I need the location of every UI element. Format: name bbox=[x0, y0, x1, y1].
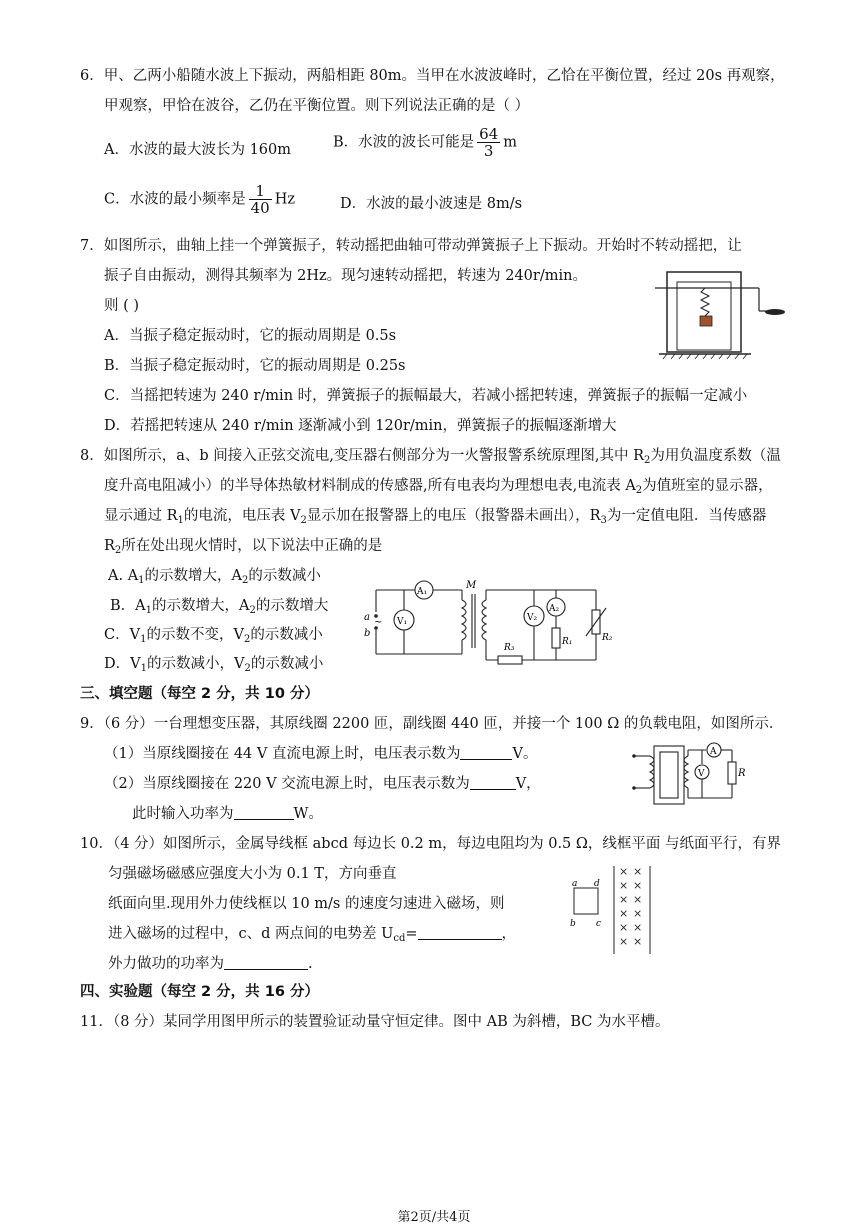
q7-option-c: C．当摇把转速为 240 r/min 时，弹簧振子的振幅最大，若减小摇把转速，弹簧振子的振幅一定减小 bbox=[104, 388, 748, 404]
q8-a-4: 的示数减小 bbox=[248, 568, 321, 584]
q8-l3e: 显示加在报警器上的电压（报警器未画出），R bbox=[306, 508, 601, 524]
q10-field-cross: × bbox=[633, 907, 643, 920]
q7-option-b: B．当振子稳定振动时，它的振动周期是 0.25s bbox=[104, 358, 406, 374]
q6-option-b-unit: m bbox=[503, 134, 517, 151]
q8-b-1: 1 bbox=[145, 605, 153, 616]
q11-stem: 11．（8 分）某同学用图甲所示的装置验证动量守恒定律。图中 AB 为斜槽，BC 为水平槽。 bbox=[80, 1014, 670, 1030]
q8-l3b: 1 bbox=[177, 515, 184, 526]
q8-d-0: D．V bbox=[104, 656, 141, 672]
q8-fig-a1: A₁ bbox=[417, 587, 428, 597]
q8-stem-line1 bbox=[80, 446, 781, 471]
q8-fig-v2: V₂ bbox=[527, 613, 538, 623]
q8-l3g: 为一定值电阻．当传感器 bbox=[606, 508, 767, 524]
q6-option-c bbox=[104, 183, 295, 216]
q9-answer-blank-2[interactable] bbox=[470, 775, 516, 790]
q8-l1b: 2 bbox=[644, 455, 651, 466]
q8-b-0: B．A bbox=[110, 598, 146, 614]
q10-answer-blank-2[interactable] bbox=[224, 955, 308, 970]
q8-fig-r2: R₂ bbox=[602, 633, 613, 643]
q8-d-3: 2 bbox=[244, 663, 251, 674]
q9-answer-blank-1[interactable] bbox=[460, 745, 512, 760]
q8-option-a bbox=[108, 566, 321, 591]
q10-fig-d: d bbox=[594, 879, 600, 889]
q8-c-4: 的示数减小 bbox=[250, 627, 323, 643]
q8-l2b: 2 bbox=[635, 485, 643, 496]
q6-option-b bbox=[333, 126, 517, 159]
q7-stem-line2: 振子自由振动，测得其频率为 2Hz。现匀速转动摇把，转速为 240r/min。 bbox=[104, 268, 587, 284]
q8-option-d bbox=[104, 654, 323, 679]
q10-stem-line5 bbox=[108, 954, 313, 974]
q10-field-cross: × bbox=[619, 907, 629, 920]
q6-option-c-text: C．水波的最小频率是 bbox=[104, 191, 246, 208]
q8-circuit-figure bbox=[362, 578, 622, 668]
q9-part1-unit: V。 bbox=[512, 746, 538, 762]
q7-stem-line3: 则 ( ) bbox=[104, 298, 140, 314]
q9-part2-text: （2）当原线圈接在 220 V 交流电源上时，电压表示数为 bbox=[104, 776, 470, 792]
q9-part1-text: （1）当原线圈接在 44 V 直流电源上时，电压表示数为 bbox=[104, 746, 461, 762]
q8-stem-line2 bbox=[104, 476, 773, 501]
q10-field-cross: × bbox=[619, 893, 629, 906]
q8-b-3: 2 bbox=[249, 605, 256, 616]
q7-option-d: D．若摇把转速从 240 r/min 逐渐减小到 120r/min，弹簧振子的振幅逐渐增大 bbox=[104, 418, 617, 434]
q6-option-d: D．水波的最小波速是 8m/s bbox=[340, 196, 523, 212]
q8-d-1: 1 bbox=[140, 663, 147, 674]
q10-field-cross: × bbox=[619, 935, 629, 948]
q8-l2c: 为值班室的显示器， bbox=[642, 478, 773, 494]
q10-field-cross: × bbox=[633, 921, 643, 934]
q7-option-a: A．当振子稳定振动时，它的振动周期是 0.5s bbox=[104, 328, 397, 344]
q8-fig-a2: A₂ bbox=[549, 604, 560, 614]
q6-b-numerator: 64 bbox=[479, 125, 499, 143]
q9-part3 bbox=[132, 804, 323, 824]
q8-d-2: 的示数减小，V bbox=[146, 656, 245, 672]
q8-a-3: 2 bbox=[242, 575, 249, 586]
q8-fig-r1: R₁ bbox=[562, 637, 573, 647]
q10-field-cross: × bbox=[619, 865, 629, 878]
q10-field-cross: × bbox=[633, 879, 643, 892]
q9-stem: 9．（6 分）一台理想变压器，其原线圈 2200 匝，副线圈 440 匝，并接一个 100 Ω 的负载电阻，如图所示． bbox=[80, 716, 784, 732]
q10-l5-end: . bbox=[308, 956, 313, 972]
q8-option-b bbox=[110, 596, 328, 621]
q10-fig-c: c bbox=[596, 919, 602, 929]
q10-stem-line4 bbox=[108, 924, 516, 949]
q10-l4-eq: = bbox=[405, 926, 418, 942]
q9-part3-unit: W。 bbox=[293, 806, 323, 822]
q10-field-cross: × bbox=[619, 921, 629, 934]
q10-stem-line3: 纸面向里.现用外力使线框以 10 m/s 的速度匀速进入磁场，则 bbox=[108, 896, 505, 912]
q6-stem-line1: 6．甲、乙两小船随水波上下振动，两船相距 80m。当甲在水波波峰时，乙恰在平衡位置，经过 20s 再观察， bbox=[80, 68, 785, 84]
section-4-heading: 四、实验题（每空 2 分，共 16 分） bbox=[80, 984, 319, 1000]
q8-stem-line4 bbox=[104, 536, 382, 561]
q9-part2-unit: V， bbox=[515, 776, 541, 792]
q6-c-numerator: 1 bbox=[249, 183, 272, 200]
q8-d-4: 的示数减小 bbox=[250, 656, 324, 672]
q8-fig-m: M bbox=[466, 580, 477, 591]
q8-a-0: A. A bbox=[108, 568, 139, 584]
q7-crank-spring-figure bbox=[655, 266, 795, 361]
q8-option-c bbox=[104, 625, 323, 650]
q10-field-cross: × bbox=[633, 935, 643, 948]
q10-l4-text: 进入磁场的过程中，c、d 两点间的电势差 U bbox=[108, 926, 394, 942]
q8-l4c: 所在处出现火情时，以下说法中正确的是 bbox=[121, 538, 383, 554]
q8-l4b: 2 bbox=[114, 545, 122, 556]
q8-b-2: 的示数增大，A bbox=[152, 598, 250, 614]
q10-stem-line2: 匀强磁场磁感应强度大小为 0.1 T，方向垂直 bbox=[108, 866, 397, 882]
q10-field-cross: × bbox=[619, 879, 629, 892]
page-footer: 第2页/共4页 bbox=[397, 1210, 471, 1225]
q8-l1c: 为用负温度系数（温 bbox=[650, 448, 781, 464]
q6-c-denominator: 40 bbox=[250, 199, 270, 217]
q9-part2 bbox=[104, 774, 541, 794]
q8-a-1: 1 bbox=[138, 575, 145, 586]
q8-l3d: 2 bbox=[300, 515, 307, 526]
q9-transformer-figure bbox=[628, 742, 748, 808]
q6-option-b-text: B．水波的波长可能是 bbox=[333, 134, 475, 151]
q9-fig-voltmeter: V bbox=[698, 769, 705, 779]
q10-fig-b: b bbox=[570, 919, 576, 929]
q10-frame-field-figure bbox=[566, 860, 666, 956]
q8-a-2: 的示数增大，A bbox=[144, 568, 243, 584]
q10-field-cross: × bbox=[633, 893, 643, 906]
q8-fig-tilde: ~ bbox=[374, 617, 383, 628]
q8-l3f: 3 bbox=[600, 515, 607, 526]
q6-stem-line2: 甲观察，甲恰在波谷，乙仍在平衡位置。则下列说法正确的是（ ） bbox=[104, 98, 530, 114]
q10-field-cross: × bbox=[633, 865, 643, 878]
q8-fig-v1: V₁ bbox=[397, 617, 408, 627]
q9-fig-ammeter: A bbox=[710, 747, 717, 757]
q8-stem-line3 bbox=[104, 506, 766, 531]
q9-answer-blank-3[interactable] bbox=[234, 805, 294, 820]
q8-c-2: 的示数不变，V bbox=[146, 627, 244, 643]
q8-c-1: 1 bbox=[140, 634, 147, 645]
q6-option-a: A．水波的最大波长为 160m bbox=[104, 142, 292, 158]
q8-c-0: C．V bbox=[104, 627, 141, 643]
q8-fig-b: b bbox=[364, 628, 371, 639]
q9-fig-resistor: R bbox=[738, 768, 746, 779]
q7-stem-line1: 7．如图所示，曲轴上挂一个弹簧振子，转动摇把曲轴可带动弹簧振子上下振动。开始时不转动摇把，让 bbox=[80, 238, 742, 254]
q6-b-denominator: 3 bbox=[483, 142, 494, 160]
q8-c-3: 2 bbox=[243, 634, 251, 645]
q8-l1a: 8．如图所示，a、b 间接入正弦交流电,变压器右侧部分为一火警报警系统原理图,其中 R bbox=[80, 448, 645, 464]
q10-l5-text: 外力做功的功率为 bbox=[108, 956, 224, 972]
q9-part3-text: 此时输入功率为 bbox=[132, 806, 234, 822]
q8-b-4: 的示数增大 bbox=[255, 598, 329, 614]
q8-fig-r3: R₃ bbox=[504, 643, 515, 653]
q10-l4-sub: cd bbox=[393, 933, 406, 944]
q8-fig-a: a bbox=[364, 612, 370, 623]
q9-part1 bbox=[104, 744, 537, 764]
q10-fig-a: a bbox=[572, 879, 578, 889]
q8-l4a: R bbox=[104, 538, 115, 554]
q8-l2a: 度升高电阻减小）的半导体热敏材料制成的传感器,所有电表均为理想电表,电流表 A bbox=[104, 478, 636, 494]
q10-answer-blank-1[interactable] bbox=[418, 925, 502, 940]
q10-l4-end: ， bbox=[501, 926, 517, 942]
q6-option-b-fraction bbox=[477, 126, 500, 159]
q10-stem-line1: 10．（4 分）如图所示，金属导线框 abcd 每边长 0.2 m，每边电阻均为 0.5 Ω，线框平面 与纸面平行，有界 bbox=[80, 836, 782, 852]
section-3-heading: 三、填空题（每空 2 分，共 10 分） bbox=[80, 686, 319, 702]
q8-l3c: 的电流，电压表 V bbox=[183, 508, 301, 524]
q6-option-c-fraction bbox=[249, 183, 272, 216]
q6-option-c-unit: Hz bbox=[274, 191, 295, 208]
q8-l3a: 显示通过 R bbox=[104, 508, 178, 524]
